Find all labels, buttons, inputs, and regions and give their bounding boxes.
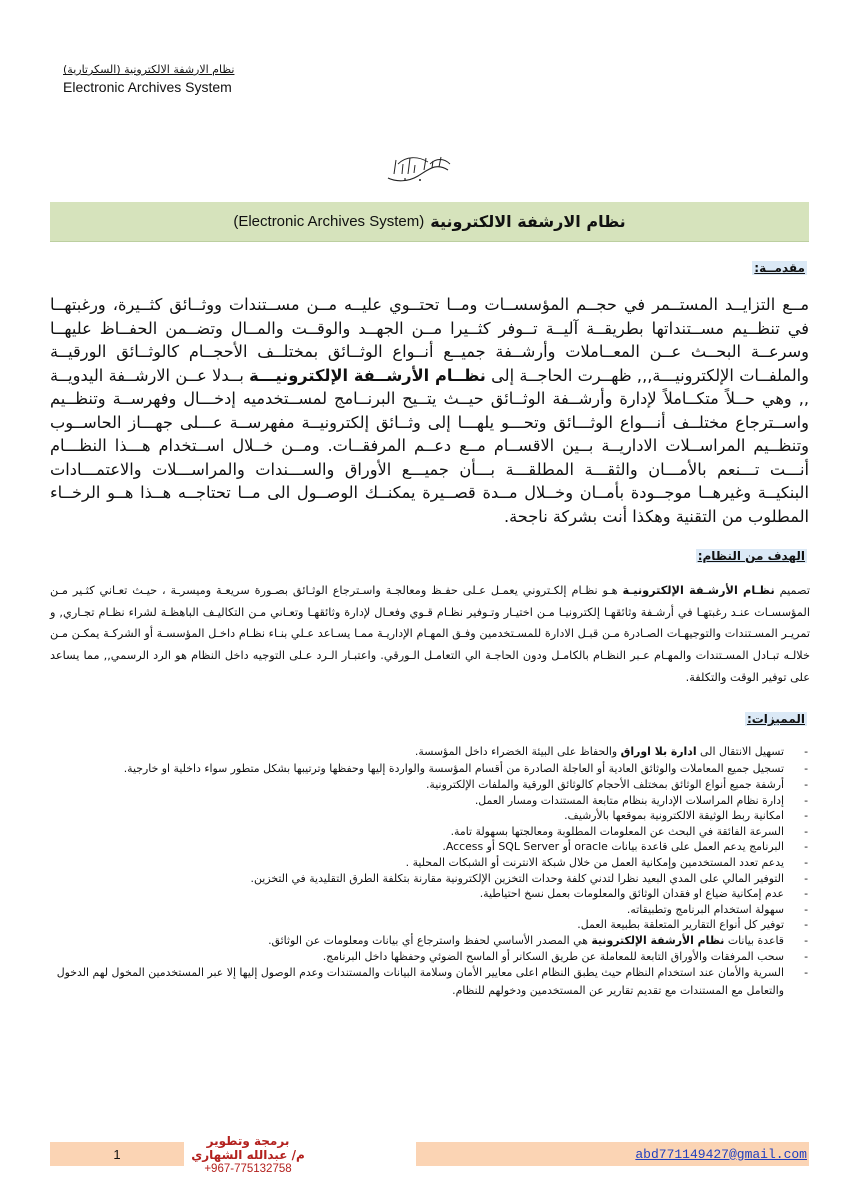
feature-item: - امكانية ربط الوثيقة الالكترونية بموقعها بالأرشيف. — [564, 809, 808, 823]
feature-item: - البرنامج يدعم العمل على قاعدة بيانات oracle أو SQL Server أو Access. — [442, 840, 808, 854]
intro-text-2-bold: نظــام الأرشــفة الإلكترونيـــة — [249, 365, 486, 385]
page-number-box — [50, 1142, 184, 1166]
feature-item: - يدعم تعدد المستخدمين وإمكانية العمل من خلال شبكة الانترنت أو الشبكات المحلية . — [405, 856, 808, 870]
basmala-calligraphy-logo — [384, 152, 454, 186]
page-number: 1 — [113, 1146, 121, 1162]
feature-item: - سهولة استخدام البرنامج وتطبيقاته. — [626, 902, 808, 916]
header-arabic-title: نظام الارشفة الالكترونية (السكرتارية) — [63, 63, 235, 76]
goal-heading: الهدف من النظام: — [697, 549, 805, 563]
intro-heading: مقدمــة: — [754, 261, 805, 275]
feature-item: - السرية والأمان عند استخدام النظام حيث يطبق النظام اعلى معايير الأمان وسلامة البيانات والمستندات وعدم الوصول إليها إلا عبر المستخدمين المخول لهم الدخول والتعامل مع المستندات مع تقديم تقارير عن المستخدمين ودخولهم للنظام. — [56, 966, 808, 997]
signature-credit: برمجة وتطوير — [206, 1134, 290, 1148]
email-link[interactable]: abd771149427@gmail.com — [635, 1146, 807, 1162]
feature-item: - إدارة نظام المراسلات الإدارية بنظام متابعة المستندات ومسار العمل. — [474, 793, 808, 807]
signature-phone: +967-775132758 — [204, 1163, 292, 1175]
document-title-bar — [50, 202, 809, 242]
features-heading: المميزات: — [746, 712, 805, 726]
page-header — [63, 63, 363, 95]
footer-email-box — [416, 1142, 809, 1166]
feature-item: - أرشفة جميع أنواع الوثائق بمختلف الأحجام كالوثائق الورقية والملفات الإلكترونية. — [425, 778, 808, 792]
feature-item: - التوفير المالي على المدي البعيد نظرا لتدني كلفة وحدات التخزين الإلكترونية مقارنة بتكلفة الطرق التقليدية في التخزين. — [250, 871, 808, 885]
signature-name: م/ عبدالله الشهاري — [191, 1148, 305, 1162]
developer-signature — [188, 1134, 308, 1176]
feature-item: - تسجيل جميع المعاملات والوثائق العادية أو العاجلة الصادرة من أقسام المؤسسة والواردة إليها وحفظها وترتيبها بشكل متطور سواء داخلية او خارجية. — [123, 761, 808, 775]
feature-item: - تسهيل الانتقال الى ادارة بلا اوراق والحفاظ على البيئة الخضراء داخل المؤسسة. — [414, 745, 808, 758]
feature-item: - قاعدة بيانات نظام الأرشفة الإلكترونية هي المصدر الأساسي لحفظ واسترجاع أي بيانات ومعلومات عن الوثائق. — [268, 934, 808, 948]
feature-item: - عدم إمكانية ضياع او فقدان الوثائق والمعلومات بعمل نسخ احتياطية. — [479, 887, 808, 901]
intro-text-1: مــع التزايــد المستــمر في حجــم المؤسســات ومــا تحتــوي عليــه مــن مســتندات ووثــائق كثــيرة، ورغبتهــا في تنظــيم مســتنداتها بطريقــة آليــة تــوفر كثــيرا مــن الجهــد والوقــت والمــال وتضــمن الحفــاظ عليهــا وسرعــة البحــث عــن المعــاملات وأرشــفة جميــع أنــواع الوثــائق بمختلــف الأحجــام كالوثــائق الورقيــة والملفــات الإلكترونيـــة,,, ظهــرت الحاجــة إلى — [50, 295, 809, 385]
goal-text-3: هـو نظـام إلكـتروني يعمـل عـلى حفـظ ومعالجـة واسـترجاع الوثـائق بصـورة سريعـة وميسرـة ، حيـث تعـاني كثـير مـن المؤسسـات عنـد رغبتهـا في أرشـفة وثائقهـا إلكترونيـا مـن اختيـار وتـوفير نظـام قـوي وفعـال لإدارة وثائقهـا وتعـاني مـن التكاليـف الباهظـة لشراء نظـام تجـاري, و تمريـر المسـتندات والتوجيهـات الصـادرة مـن قبـل الادارة للمسـتخدمين وفـق المهـام الإداريـة ممـا يسـاعد عـلي بنـاء نظـام داخـل المؤسسـة أو الشركـة يمكـن مـن خلالـه تبـادل المسـتندات والمهـام عـبر النظـام بالكامـل ودون الحاجـة الي التعامـل الـورقي. واعتبـار الـرد عـلى التوجيه داخل النظام هو الرد الرسمي,, مما يساعد على توفير الوقت والتكلفة. — [50, 584, 810, 684]
intro-text-3: بــدلا عــن الارشــفة اليدويــة ,, وهي حــلاً متكــاملاً لإدارة وأرشــفة الوثــائق حيــث يتــيح البرنــامج لمســتخدميه إدخـــال وفهرســة وتنظــيم واســترجاع مختلــف أنـــواع الوثـــائق وتحـــو يلهـــا إلى وثــائق إلكترونيــة مفهرســة عـــلى جهـــاز الحاســوب وتنظــيم المراســلات الاداريــة بــين الاقســام مــع دعــم المرفقــات. ومــن خــلال اســتخدام هـــذا النظـــام أنـــت تـــنعم بالأمـــان والثقـــة المطلقـــة بـــأن جميـــع الأوراق والســـندات والمراســـلات والاعتمـــادات البنكيــة وغيرهــا موجــودة بأمــان وخــلال مــدة قصــيرة يمكنــك الوصــول الى مــا تحتاجــه هــذا هــو الرخــاء المطلوب من التقنية وهكذا أنت بشركة ناجحة. — [50, 365, 809, 526]
intro-paragraph — [50, 293, 809, 528]
feature-item: - سحب المرفقات والأوراق التابعة للمعاملة عن طريق السكانر أو الماسح الضوئي وحفظها داخل البرنامج. — [322, 949, 808, 963]
document-title-english: (Electronic Archives System) — [233, 213, 425, 230]
features-list — [50, 744, 808, 999]
header-english-title: Electronic Archives System — [63, 79, 232, 95]
goal-text-1: تصميم — [774, 584, 810, 597]
goal-text-2-bold: نظـام الأرشـفة الإلكترونيـة — [622, 584, 775, 597]
feature-item: - السرعة الفائقة في البحث عن المعلومات المطلوبة ومعالجتها بسهولة تامة. — [450, 824, 808, 838]
document-title-arabic: نظام الارشفة الالكترونية — [430, 212, 626, 231]
feature-item: - توفير كل أنواع التقارير المتعلقة بطبيعة العمل. — [577, 918, 808, 932]
goal-paragraph — [50, 580, 810, 689]
